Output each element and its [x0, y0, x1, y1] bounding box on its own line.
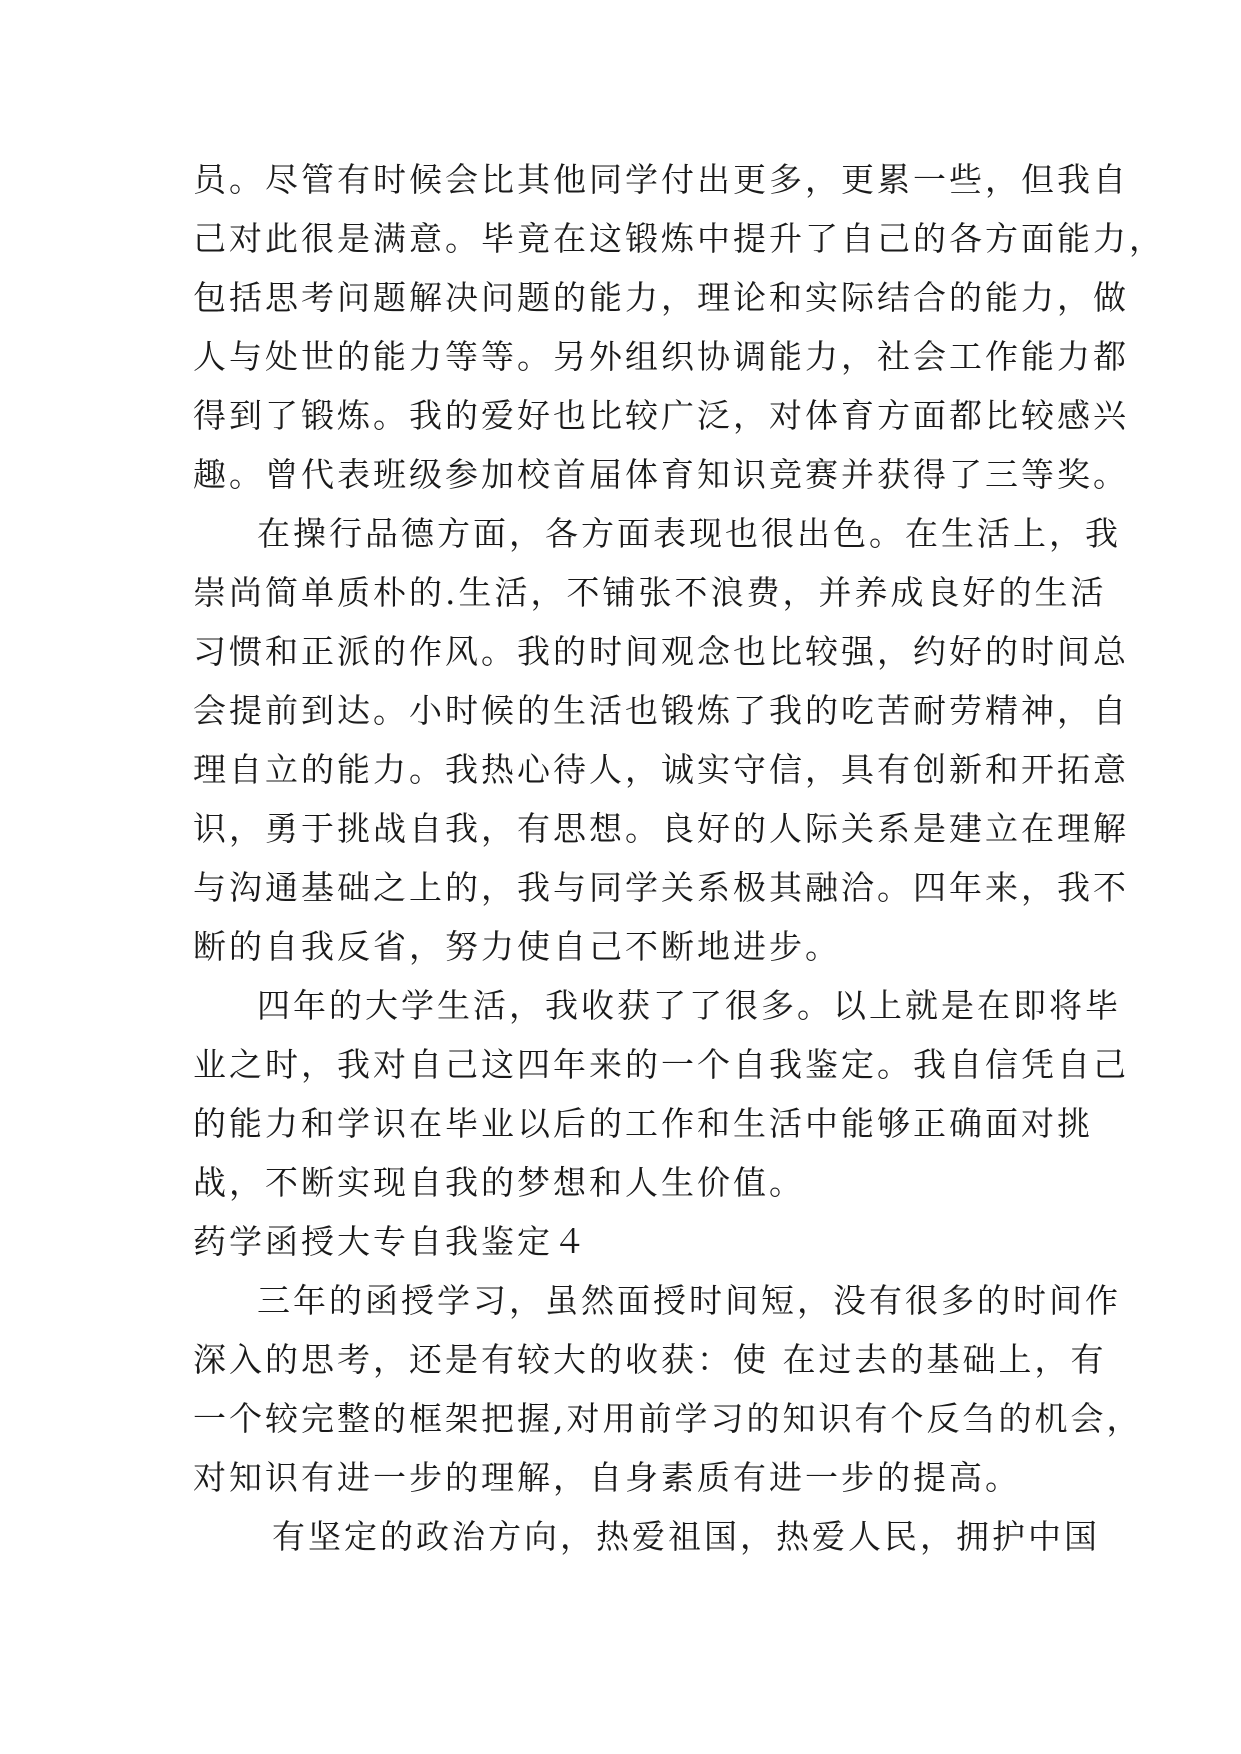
text-line: 理自立的能力。我热心待人，诚实守信，具有创新和开拓意: [193, 750, 1129, 789]
text-line: 断的自我反省，努力使自己不断地进步。: [193, 927, 841, 966]
paragraph-first-line: 有坚定的政治方向，热爱祖国，热爱人民，拥护中国: [272, 1517, 1100, 1556]
text-line: 对知识有进一步的理解，自身素质有进一步的提高。: [193, 1458, 1021, 1497]
text-line: 战，不断实现自我的梦想和人生价值。: [193, 1163, 805, 1202]
paragraph-first-line: 在操行品德方面，各方面表现也很出色。在生活上，我: [257, 514, 1121, 553]
paragraph-first-line: 四年的大学生活，我收获了了很多。以上就是在即将毕: [257, 986, 1121, 1025]
text-line: 己对此很是满意。毕竟在这锻炼中提升了自己的各方面能力，: [193, 219, 1165, 258]
section-heading: 药学函授大专自我鉴定４: [193, 1222, 589, 1261]
text-line: 会提前到达。小时候的生活也锻炼了我的吃苦耐劳精神，自: [193, 691, 1129, 730]
text-line: 的能力和学识在毕业以后的工作和生活中能够正确面对挑: [193, 1104, 1093, 1143]
text-line: 识，勇于挑战自我，有思想。良好的人际关系是建立在理解: [193, 809, 1129, 848]
text-line: 包括思考问题解决问题的能力，理论和实际结合的能力，做: [193, 278, 1129, 317]
text-line: 习惯和正派的作风。我的时间观念也比较强，约好的时间总: [193, 632, 1129, 671]
paragraph-first-line: 三年的函授学习，虽然面授时间短，没有很多的时间作: [257, 1281, 1121, 1320]
text-line: 一个较完整的框架把握,对用前学习的知识有个反刍的机会，: [193, 1399, 1143, 1438]
text-line: 趣。曾代表班级参加校首届体育知识竞赛并获得了三等奖。: [193, 455, 1129, 494]
text-line: 与沟通基础之上的，我与同学关系极其融洽。四年来，我不: [193, 868, 1129, 907]
text-line: 得到了锻炼。我的爱好也比较广泛，对体育方面都比较感兴: [193, 396, 1129, 435]
text-line: 人与处世的能力等等。另外组织协调能力，社会工作能力都: [193, 337, 1129, 376]
text-line: 员。尽管有时候会比其他同学付出更多，更累一些，但我自: [193, 160, 1129, 199]
text-line: 崇尚简单质朴的.生活，不铺张不浪费，并养成良好的生活: [193, 573, 1107, 612]
text-line: 深入的思考，还是有较大的收获：使 在过去的基础上，有: [193, 1340, 1107, 1379]
text-line: 业之时，我对自己这四年来的一个自我鉴定。我自信凭自己: [193, 1045, 1129, 1084]
